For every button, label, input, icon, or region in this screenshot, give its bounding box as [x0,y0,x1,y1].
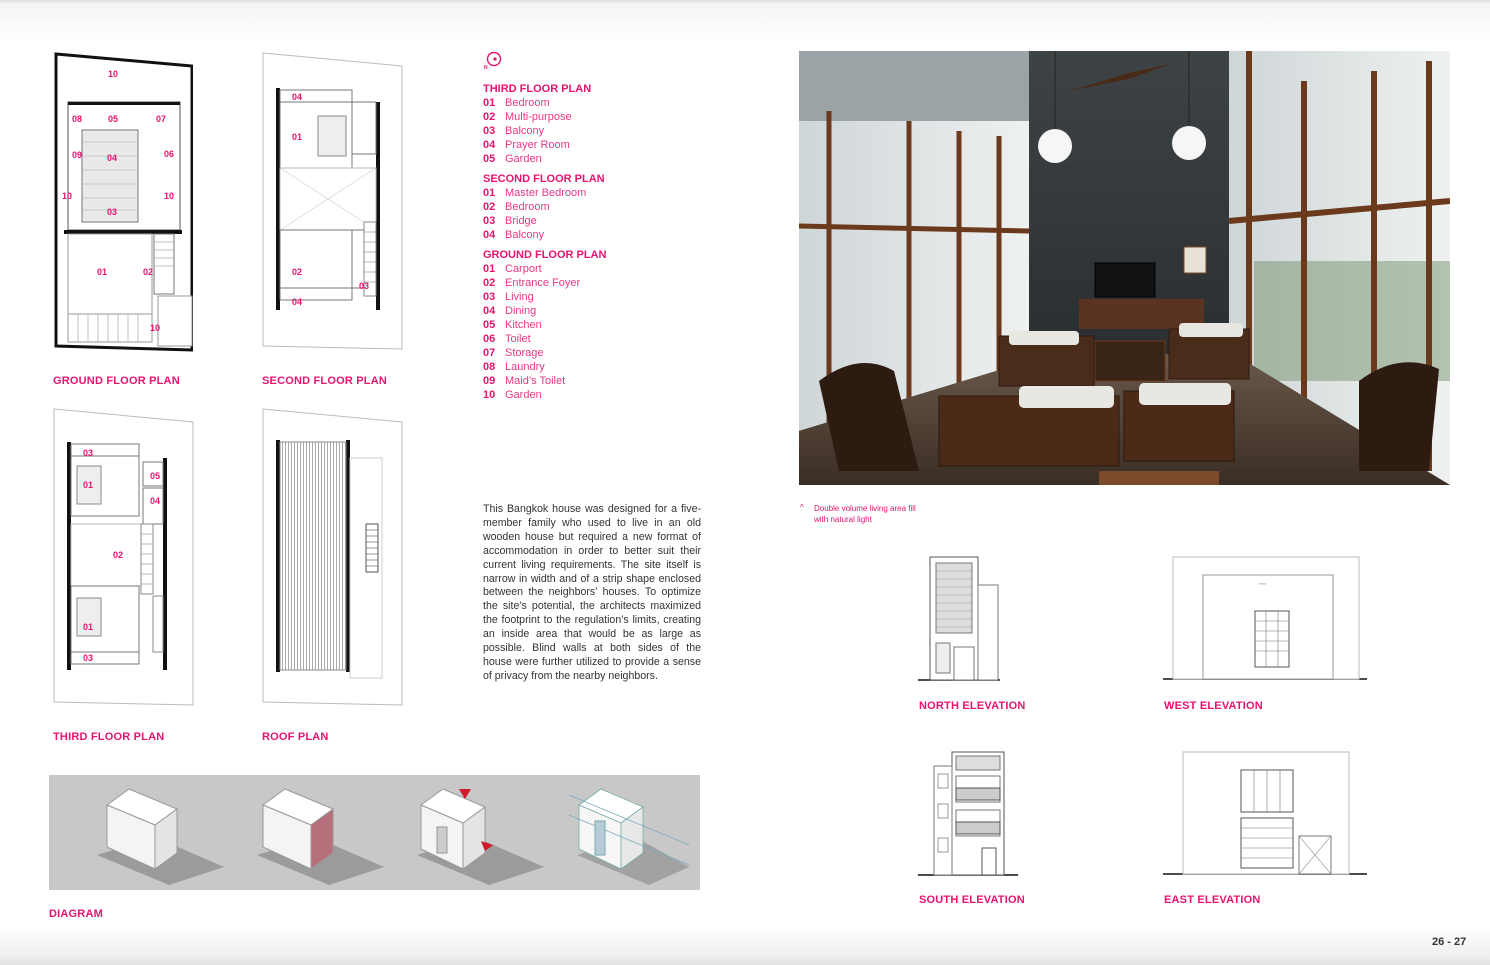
plan-label: 10 [108,69,119,79]
plan-label: 04 [292,92,303,102]
north-elevation-drawing [918,555,1000,683]
legend-item: 04 Balcony [483,229,545,241]
plan-label: 01 [97,267,108,277]
plan-label: 02 [113,550,124,560]
plan-label: 05 [108,114,119,124]
plan-label: 02 [292,267,303,277]
room-legend [483,82,703,402]
ground-floor-drawing [54,52,193,352]
legend-item: 04 Prayer Room [483,139,570,151]
west-elevation [1163,555,1367,683]
legend-item: 02 Bedroom [483,201,550,213]
legend-item: 03 Living [483,291,534,303]
diagram-caption: DIAGRAM [49,908,103,920]
legend-item: 01 Master Bedroom [483,187,587,199]
legend-item: 10 Garden [483,389,542,401]
legend-second-title: SECOND FLOOR PLAN [483,173,605,185]
plan-label: 10 [164,191,175,201]
third-floor-caption: THIRD FLOOR PLAN [53,731,165,743]
west-elevation-drawing [1163,555,1367,683]
plan-label: 03 [359,281,370,291]
legend-item: 09 Maid’s Toilet [483,375,566,387]
second-floor-caption: SECOND FLOOR PLAN [262,375,388,387]
svg-text:▪▪▪▪▪: ▪▪▪▪▪ [1259,581,1267,586]
plan-label: 04 [107,153,118,163]
east-elevation-drawing [1163,748,1367,878]
south-elevation-caption: SOUTH ELEVATION [919,894,1025,906]
east-elevation [1163,748,1367,878]
legend-item: 03 Balcony [483,125,545,137]
roof-caption: ROOF PLAN [262,731,329,743]
plan-label: 04 [292,297,303,307]
legend-item: 01 Carport [483,263,542,275]
legend-third-title: THIRD FLOOR PLAN [483,83,592,95]
north-arrow-icon [484,50,500,71]
legend-item: 01 Bedroom [483,97,550,109]
plan-label: 05 [150,471,161,481]
plan-label: 03 [83,448,94,458]
ground-floor-plan [54,52,193,352]
west-elevation-caption: WEST ELEVATION [1164,700,1263,712]
third-floor-drawing [53,408,194,706]
plan-label: 04 [150,496,161,506]
north-elevation-caption: NORTH ELEVATION [919,700,1026,712]
legend-item: 04 Dining [483,305,537,317]
legend-item: 05 Garden [483,153,542,165]
photo-caption [800,503,940,525]
article-body: This Bangkok house was designed for a five-member family who used to live in an old wooden house but required a new format of accommodation in order to better suit their current living requirements. The site itself is narrow in width and of a strip shape enclosed between the neighbors’ houses. To optimize the site’s potential, the architects maximized the footprint to the regulation’s limits, creating an inside area that would be as large as possible. Blind walls at both sides of the house were further utilized to provide a sense of privacy from the nearby neighbors. [483,503,701,682]
second-floor-drawing [262,52,403,350]
second-floor-plan [262,52,403,350]
photo-caption-text: Double volume living area fill with natural light [814,504,916,524]
legend-item: 02 Entrance Foyer [483,277,581,289]
legend-item: 06 Toilet [483,333,531,345]
third-floor-plan [53,408,194,706]
plan-label: 10 [62,191,73,201]
plan-label: 02 [143,267,154,277]
roof-drawing [262,408,403,706]
plan-label: 03 [107,207,118,217]
plan-label: 07 [156,114,167,124]
massing-diagram [49,775,700,890]
plan-label: 10 [150,323,161,333]
plan-label: 01 [83,480,94,490]
east-elevation-caption: EAST ELEVATION [1164,894,1261,906]
plan-label: 08 [72,114,83,124]
caret-up-icon: ^ [800,503,804,512]
massing-diagram-drawing [49,775,700,890]
legend-item: 03 Bridge [483,215,537,227]
north-label: N [484,65,488,71]
south-elevation-drawing [918,748,1018,878]
living-room-photo-illustration [799,51,1450,485]
north-elevation [918,555,1000,683]
plan-label: 06 [164,149,175,159]
legend-item: 05 Kitchen [483,319,542,331]
plan-label: 03 [83,653,94,663]
legend-ground-title: GROUND FLOOR PLAN [483,249,607,261]
living-room-photo [799,51,1450,485]
legend-item: 08 Laundry [483,361,545,373]
south-elevation [918,748,1018,878]
plan-label: 01 [83,622,94,632]
legend-item: 07 Storage [483,347,544,359]
roof-plan [262,408,403,706]
plan-label: 09 [72,150,83,160]
legend-item: 02 Multi-purpose [483,111,572,123]
page-numbers: 26 - 27 [1432,936,1467,948]
ground-floor-caption: GROUND FLOOR PLAN [53,375,180,387]
plan-label: 01 [292,132,303,142]
